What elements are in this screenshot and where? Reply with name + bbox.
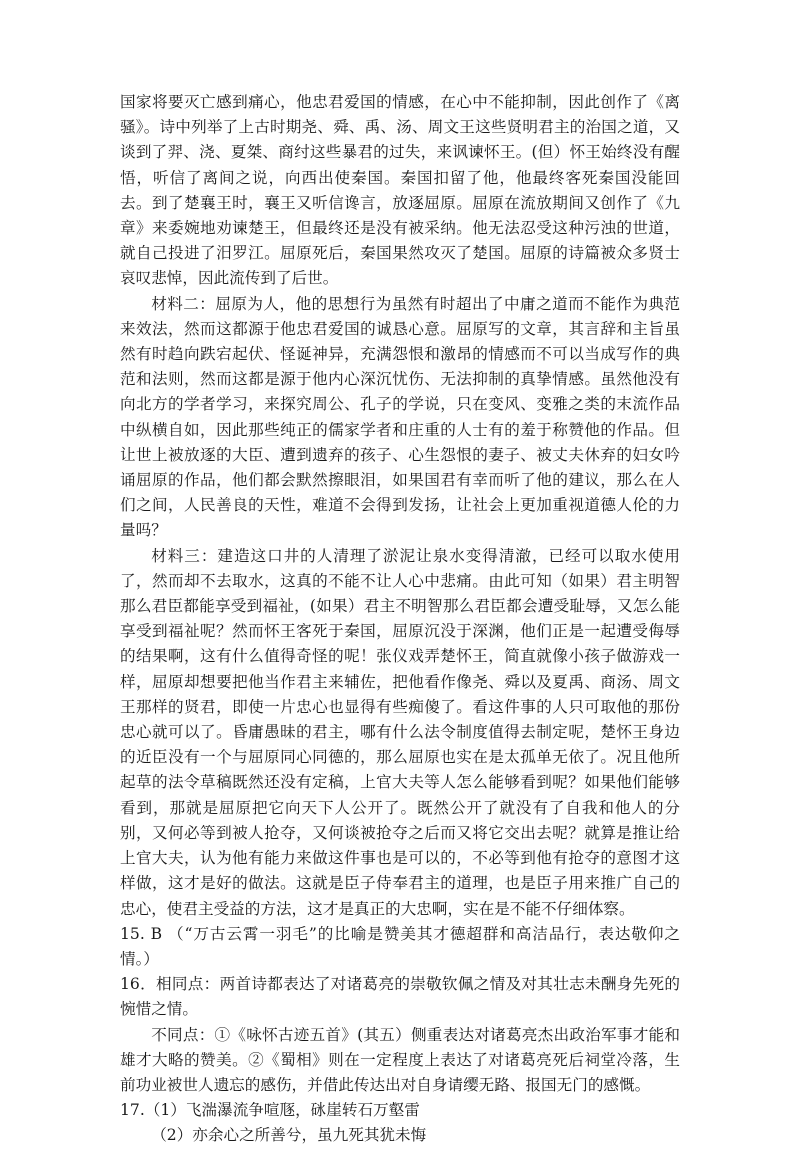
paragraph-material-three: 材料三：建造这口井的人清理了淤泥让泉水变得清澈，已经可以取水使用了，然而却不去取水，这真的不能不让人心中悲痛。由此可知（如果）君主明智那么君臣都能享受到福祉，(如果）君主不明智那么君臣都会遭受耻辱，又怎么能享受到福祉呢？然而怀王客死于秦国，屈原沉没于深渊，他们正是一起遭受侮辱的结果啊，这有什么值得奇怪的呢！张仪戏弄楚怀王，简直就像小孩子做游戏一样，屈原却想要把他当作君主来辅佐，把他看作像尧、舜以及夏禹、商汤、周文王那样的贤君，即使一片忠心也显得有些痴傻了。看这件事的人只可取他的那份忠心就可以了。昏庸愚昧的君主，哪有什么法令制度值得去制定呢，楚怀王身边的近臣没有一个与屈原同心同德的，那么屈原也实在是太孤单无依了。况且他所起草的法令草稿既然还没有定稿，上官大夫等人怎么能够看到呢？如果他们能够看到，那就是屈原把它向天下人公开了。既然公开了就没有了自我和他人的分别，又何必等到被人抢夺，又何谈被抢夺之后而又将它交出去呢？就算是推让给上官大夫，认为他有能力来做这件事也是可以的，不必等到他有抢夺的意图才这样做，这才是好的做法。这就是臣子侍奉君主的道理，也是臣子用来推广自己的忠心，使君主受益的方法，这才是真正的大忠啊，实在是不能不仔细体察。 [120,546,680,918]
answer-17-2: （2）亦余心之所善兮，虽九死其犹未悔 [151,1126,427,1145]
paragraph-material-two: 材料二：屈原为人，他的思想行为虽然有时超出了中庸之道而不能作为典范来效法，然而这都源于他忠君爱国的诚恳心意。屈原写的文章，其言辞和主旨虽然有时趋向跌宕起伏、怪诞神异，充满怨恨和激昂的情感而不可以当成写作的典范和法则，然而这都是源于他内心深沉忧伤、无法抑制的真挚情感。虽然他没有向北方的学者学习，来探究周公、孔子的学说，只在变风、变雅之类的末流作品中纵横自如，因此那些纯正的儒家学者和庄重的人士有的羞于称赞他的作品。但让世上被放逐的大臣、遭到遗弃的孩子、心生怨恨的妻子、被丈夫休弃的妇女吟诵屈原的作品，他们都会默然擦眼泪，如果国君有幸而听了他的建议，那么在人们之间，人民善良的天性，难道不会得到发扬，让社会上更加重视道德人伦的力量吗？ [120,294,680,540]
answer-16-diff: 不同点：①《咏怀古迹五首》(其五）侧重表达对诸葛亮杰出政治军事才能和雄才大略的赞美。②《蜀相》则在一定程度上表达了对诸葛亮死后祠堂冷落，生前功业被世人遗忘的感伤，并借此传达出对自身请缨无路、报国无门的感慨。 [120,1025,680,1094]
answer-16-same: 16．相同点：两首诗都表达了对诸葛亮的崇敬钦佩之情及对其壮志未酬身先死的惋惜之情。 [120,975,680,1019]
document-page [120,90,680,1149]
paragraph-material-one-end: 国家将要灭亡感到痛心，他忠君爱国的情感，在心中不能抑制，因此创作了《离骚》。诗中列举了上古时期尧、舜、禹、汤、周文王这些贤明君主的治国之道，又谈到了羿、浇、夏桀、商纣这些暴君的过失，来讽谏怀王。(但）怀王始终没有醒悟，听信了离间之说，向西出使秦国。秦国扣留了他，他最终客死秦国没能回去。到了楚襄王时，襄王又听信谗言，放逐屈原。屈原在流放期间又创作了《九章》来委婉地劝谏楚王，但最终还是没有被采纳。他无法忍受这种污浊的世道，就自己投进了汨罗江。屈原死后，秦国果然攻灭了楚国。屈原的诗篇被众多贤士哀叹悲悼，因此流传到了后世。 [120,93,680,288]
answer-15: 15. B （“万古云霄一羽毛”的比喻是赞美其才德超群和高洁品行，表达敬仰之情。） [120,924,680,968]
answer-17-1: 17.（1）飞湍瀑流争喧豗，砯崖转石万壑雷 [120,1101,420,1120]
